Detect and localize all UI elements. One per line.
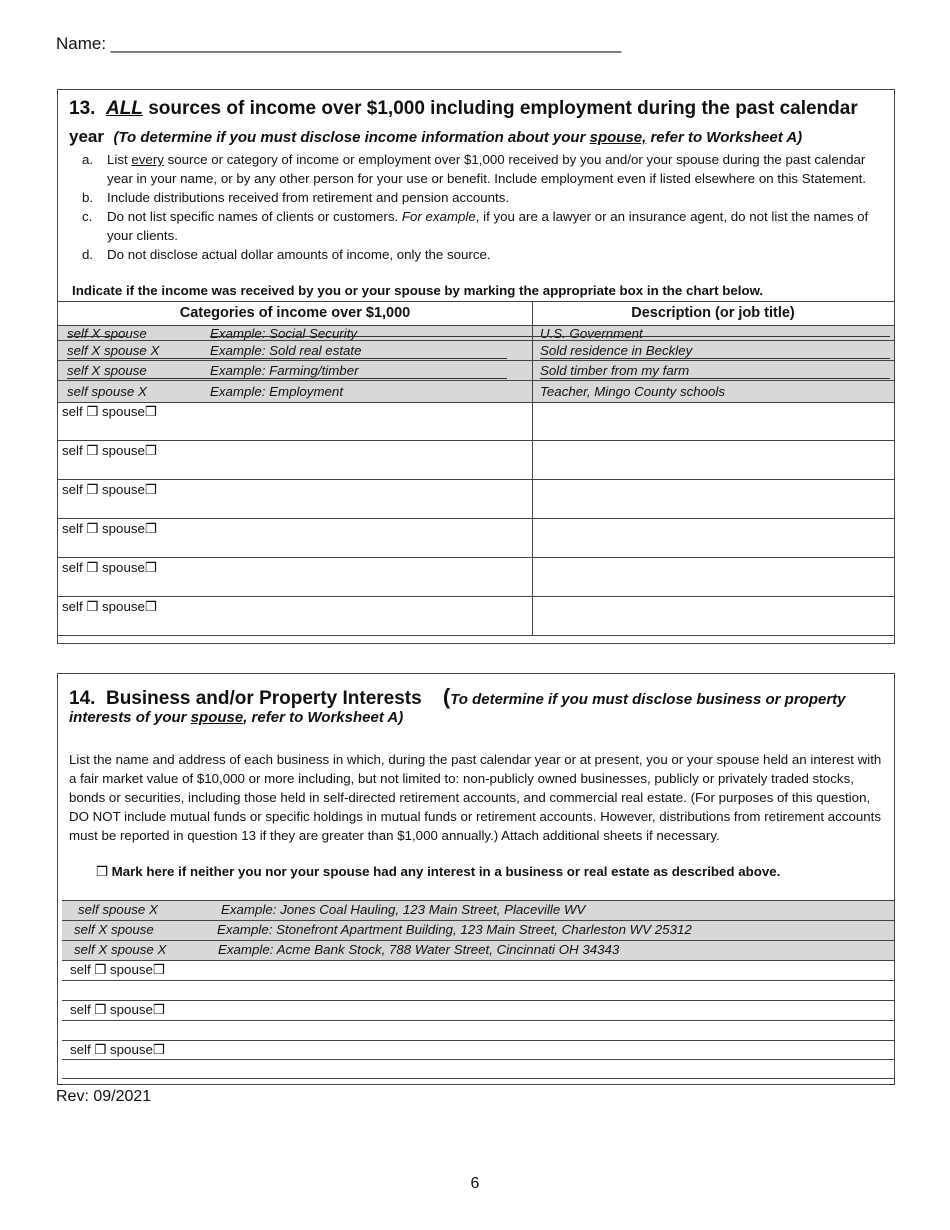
q14-none-checkbox[interactable]: ❒ Mark here if neither you nor your spouse had any interest in a business or real estate as described above. (96, 864, 781, 879)
divider (58, 301, 894, 302)
name-field[interactable]: Name: ______________________________________________________ (56, 34, 622, 53)
example-row: self X spouse Example: Stonefront Apartment Building, 123 Main Street, Charleston WV 25312 (62, 921, 894, 940)
divider (62, 980, 894, 981)
q13-title: 13. ALL sources of income over $1,000 including employment during the past calendar (69, 98, 858, 119)
q13-subtitle: year (To determine if you must disclose income information about your spouse, refer to Worksheet A) (69, 127, 803, 146)
divider (58, 479, 894, 480)
column-divider (532, 301, 533, 635)
instruction-b: b. Include distributions received from retirement and pension accounts. (82, 190, 510, 205)
example-row: self spouse X Example: Employment Teacher, Mingo County schools (58, 381, 894, 402)
example-row: self X spouse Example: Farming/timber Sold timber from my farm (58, 361, 894, 380)
example-row: self X spouse X Example: Sold real estate Sold residence in Beckley (58, 341, 894, 360)
example-row: self spouse X Example: Jones Coal Hauling, 123 Main Street, Placeville WV (62, 901, 894, 920)
question-13-section (57, 89, 895, 644)
self-spouse-checkboxes[interactable]: self ❒ spouse❒ (62, 560, 157, 575)
example-row: self X spouse X Example: Acme Bank Stock, 788 Water Street, Cincinnati OH 34343 (62, 941, 894, 960)
instruction-c: c. Do not list specific names of clients or customers. For example, if you are a lawyer or an insurance agent, do not list the names of your clients. (82, 209, 869, 243)
divider (62, 1040, 894, 1041)
divider (62, 960, 894, 961)
self-spouse-checkboxes[interactable]: self ❒ spouse❒ (62, 521, 157, 536)
divider (62, 1000, 894, 1001)
q13-instructions (73, 150, 873, 264)
divider (58, 596, 894, 597)
self-spouse-checkboxes[interactable]: self ❒ spouse❒ (70, 962, 165, 977)
self-spouse-checkboxes[interactable]: self ❒ spouse❒ (62, 404, 157, 419)
question-14-section (57, 673, 895, 1085)
revision-date: Rev: 09/2021 (56, 1088, 152, 1105)
divider (62, 1059, 894, 1060)
divider (58, 557, 894, 558)
instruction-a: a. List every source or category of income or employment over $1,000 received by you and/or your spouse during the past calendar year in your name, or by any other person for your use or benefit. Include employment even if listed elsewhere on this Statement. (82, 152, 867, 186)
divider (58, 635, 894, 636)
divider (58, 440, 894, 441)
self-spouse-checkboxes[interactable]: self ❒ spouse❒ (70, 1042, 165, 1057)
self-spouse-checkboxes[interactable]: self ❒ spouse❒ (62, 599, 157, 614)
q13-indicate-note: Indicate if the income was received by you or your spouse by marking the appropriate box in the chart below. (72, 283, 764, 298)
example-row: self X spouse Example: Social Security U.S. Government (58, 326, 894, 340)
divider (62, 1020, 894, 1021)
self-spouse-checkboxes[interactable]: self ❒ spouse❒ (62, 482, 157, 497)
instruction-d: d. Do not disclose actual dollar amounts of income, only the source. (82, 247, 491, 262)
divider (62, 1078, 894, 1079)
col-header-categories: Categories of income over $1,000 (179, 305, 411, 321)
col-header-description: Description (or job title) (631, 305, 795, 321)
divider (58, 518, 894, 519)
q14-title: 14. Business and/or Property Interests (To determine if you must disclose business or property (69, 684, 846, 709)
divider (58, 402, 894, 403)
page-number: 6 (470, 1175, 480, 1192)
self-spouse-checkboxes[interactable]: self ❒ spouse❒ (62, 443, 157, 458)
self-spouse-checkboxes[interactable]: self ❒ spouse❒ (70, 1002, 165, 1017)
q14-instructions: List the name and address of each business in which, during the past calendar year or at present, you or your spouse held an interest with a fair market value of $10,000 or more including, but not limited to: non-publicly owned businesses, publicly or privately traded stocks, bonds or securities, including those held in self-directed retirement accounts, and commercial real estate. (For purposes of this question, DO NOT include mutual funds or specific holdings in mutual funds or retirement accounts. However, distributions from retirement accounts must be reported in question 13 if they are greater than $1,000 annually.) Attach additional sheets if necessary. (69, 752, 882, 843)
q14-subtitle: interests of your spouse, refer to Worksheet A) (69, 709, 404, 726)
